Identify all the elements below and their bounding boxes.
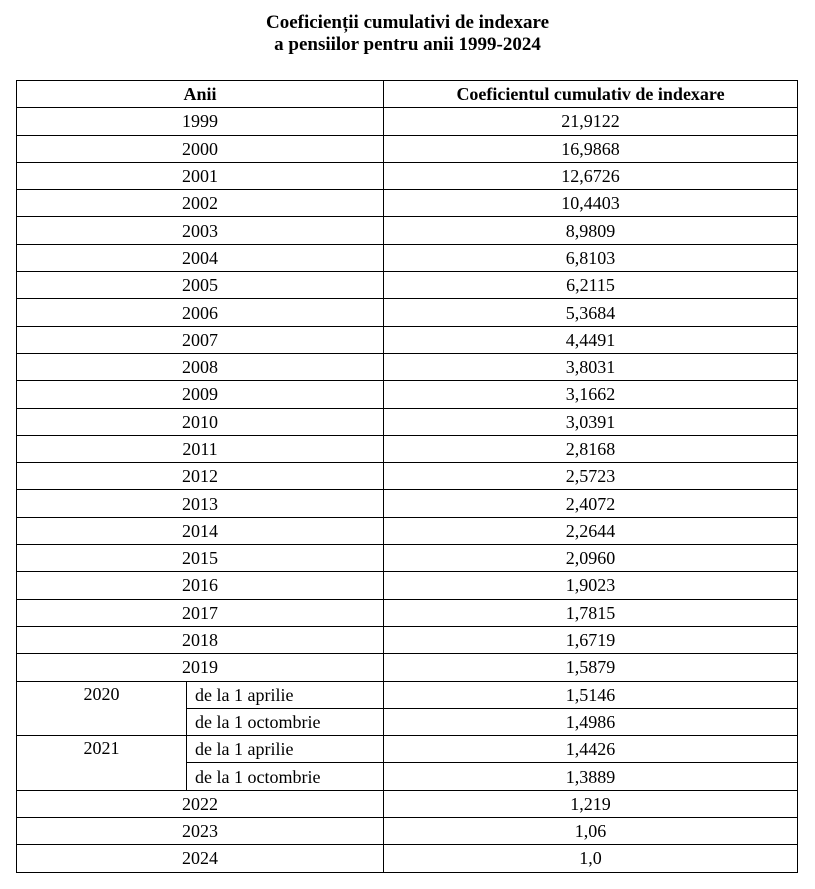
coefficient-cell: 3,1662 bbox=[384, 381, 798, 408]
coefficient-cell: 5,3684 bbox=[384, 299, 798, 326]
year-cell: 2019 bbox=[17, 654, 384, 681]
table-row bbox=[17, 381, 798, 408]
coefficient-cell: 2,2644 bbox=[384, 517, 798, 544]
year-cell: 2010 bbox=[17, 408, 384, 435]
period-cell: de la 1 octombrie bbox=[187, 708, 384, 735]
coefficient-cell: 3,8031 bbox=[384, 353, 798, 380]
year-cell: 2005 bbox=[17, 272, 384, 299]
header-years: Anii bbox=[17, 81, 384, 108]
table-row bbox=[17, 790, 798, 817]
coefficient-cell: 1,5879 bbox=[384, 654, 798, 681]
year-cell: 2007 bbox=[17, 326, 384, 353]
table-header-row bbox=[17, 81, 798, 108]
coefficient-cell: 8,9809 bbox=[384, 217, 798, 244]
table-row bbox=[17, 135, 798, 162]
table-row bbox=[17, 272, 798, 299]
coefficient-cell: 12,6726 bbox=[384, 162, 798, 189]
year-cell: 2015 bbox=[17, 545, 384, 572]
coefficient-cell: 1,5146 bbox=[384, 681, 798, 708]
year-cell: 2013 bbox=[17, 490, 384, 517]
period-cell: de la 1 aprilie bbox=[187, 736, 384, 763]
year-cell: 2004 bbox=[17, 244, 384, 271]
table-body bbox=[17, 108, 798, 872]
year-cell: 2018 bbox=[17, 626, 384, 653]
coefficient-cell: 2,0960 bbox=[384, 545, 798, 572]
document-title bbox=[0, 12, 815, 56]
year-cell: 2020 bbox=[17, 681, 187, 736]
coefficient-cell: 1,9023 bbox=[384, 572, 798, 599]
coefficient-cell: 4,4491 bbox=[384, 326, 798, 353]
table-row bbox=[17, 244, 798, 271]
year-cell: 2016 bbox=[17, 572, 384, 599]
table-row bbox=[17, 845, 798, 872]
year-cell: 2002 bbox=[17, 190, 384, 217]
year-cell: 2024 bbox=[17, 845, 384, 872]
coefficient-cell: 3,0391 bbox=[384, 408, 798, 435]
coefficient-cell: 1,4986 bbox=[384, 708, 798, 735]
table-row bbox=[17, 435, 798, 462]
period-cell: de la 1 octombrie bbox=[187, 763, 384, 790]
year-cell: 2021 bbox=[17, 736, 187, 791]
year-cell: 2014 bbox=[17, 517, 384, 544]
table-row bbox=[17, 572, 798, 599]
coefficient-cell: 16,9868 bbox=[384, 135, 798, 162]
coefficient-cell: 6,2115 bbox=[384, 272, 798, 299]
title-line-1: Coeficienții cumulativi de indexare bbox=[265, 12, 550, 33]
coefficient-cell: 1,06 bbox=[384, 818, 798, 845]
coefficient-cell: 2,5723 bbox=[384, 463, 798, 490]
year-cell: 2006 bbox=[17, 299, 384, 326]
table-row bbox=[17, 545, 798, 572]
year-cell: 2012 bbox=[17, 463, 384, 490]
coefficient-cell: 2,8168 bbox=[384, 435, 798, 462]
table-row bbox=[17, 162, 798, 189]
table-row bbox=[17, 353, 798, 380]
table-row bbox=[17, 190, 798, 217]
table-row bbox=[17, 326, 798, 353]
table-row bbox=[17, 408, 798, 435]
coefficient-cell: 2,4072 bbox=[384, 490, 798, 517]
coefficient-cell: 1,7815 bbox=[384, 599, 798, 626]
table-row bbox=[17, 654, 798, 681]
table-row bbox=[17, 463, 798, 490]
year-cell: 2023 bbox=[17, 818, 384, 845]
year-cell: 1999 bbox=[17, 108, 384, 135]
year-cell: 2003 bbox=[17, 217, 384, 244]
indexation-table bbox=[16, 80, 798, 873]
header-coefficient: Coeficientul cumulativ de indexare bbox=[384, 81, 798, 108]
table-row bbox=[17, 736, 798, 763]
table-row bbox=[17, 490, 798, 517]
year-cell: 2011 bbox=[17, 435, 384, 462]
year-cell: 2001 bbox=[17, 162, 384, 189]
title-line-2: a pensiilor pentru anii 1999-2024 bbox=[274, 34, 541, 55]
year-cell: 2017 bbox=[17, 599, 384, 626]
coefficient-cell: 1,219 bbox=[384, 790, 798, 817]
coefficient-cell: 1,3889 bbox=[384, 763, 798, 790]
table-row bbox=[17, 681, 798, 708]
table-row bbox=[17, 517, 798, 544]
period-cell: de la 1 aprilie bbox=[187, 681, 384, 708]
table-row bbox=[17, 626, 798, 653]
coefficient-cell: 6,8103 bbox=[384, 244, 798, 271]
table-row bbox=[17, 299, 798, 326]
coefficient-cell: 10,4403 bbox=[384, 190, 798, 217]
table-row bbox=[17, 599, 798, 626]
coefficient-cell: 1,6719 bbox=[384, 626, 798, 653]
table-row bbox=[17, 818, 798, 845]
coefficient-cell: 1,0 bbox=[384, 845, 798, 872]
year-cell: 2008 bbox=[17, 353, 384, 380]
year-cell: 2000 bbox=[17, 135, 384, 162]
coefficient-cell: 1,4426 bbox=[384, 736, 798, 763]
table-row bbox=[17, 217, 798, 244]
year-cell: 2009 bbox=[17, 381, 384, 408]
year-cell: 2022 bbox=[17, 790, 384, 817]
coefficient-cell: 21,9122 bbox=[384, 108, 798, 135]
table-row bbox=[17, 108, 798, 135]
